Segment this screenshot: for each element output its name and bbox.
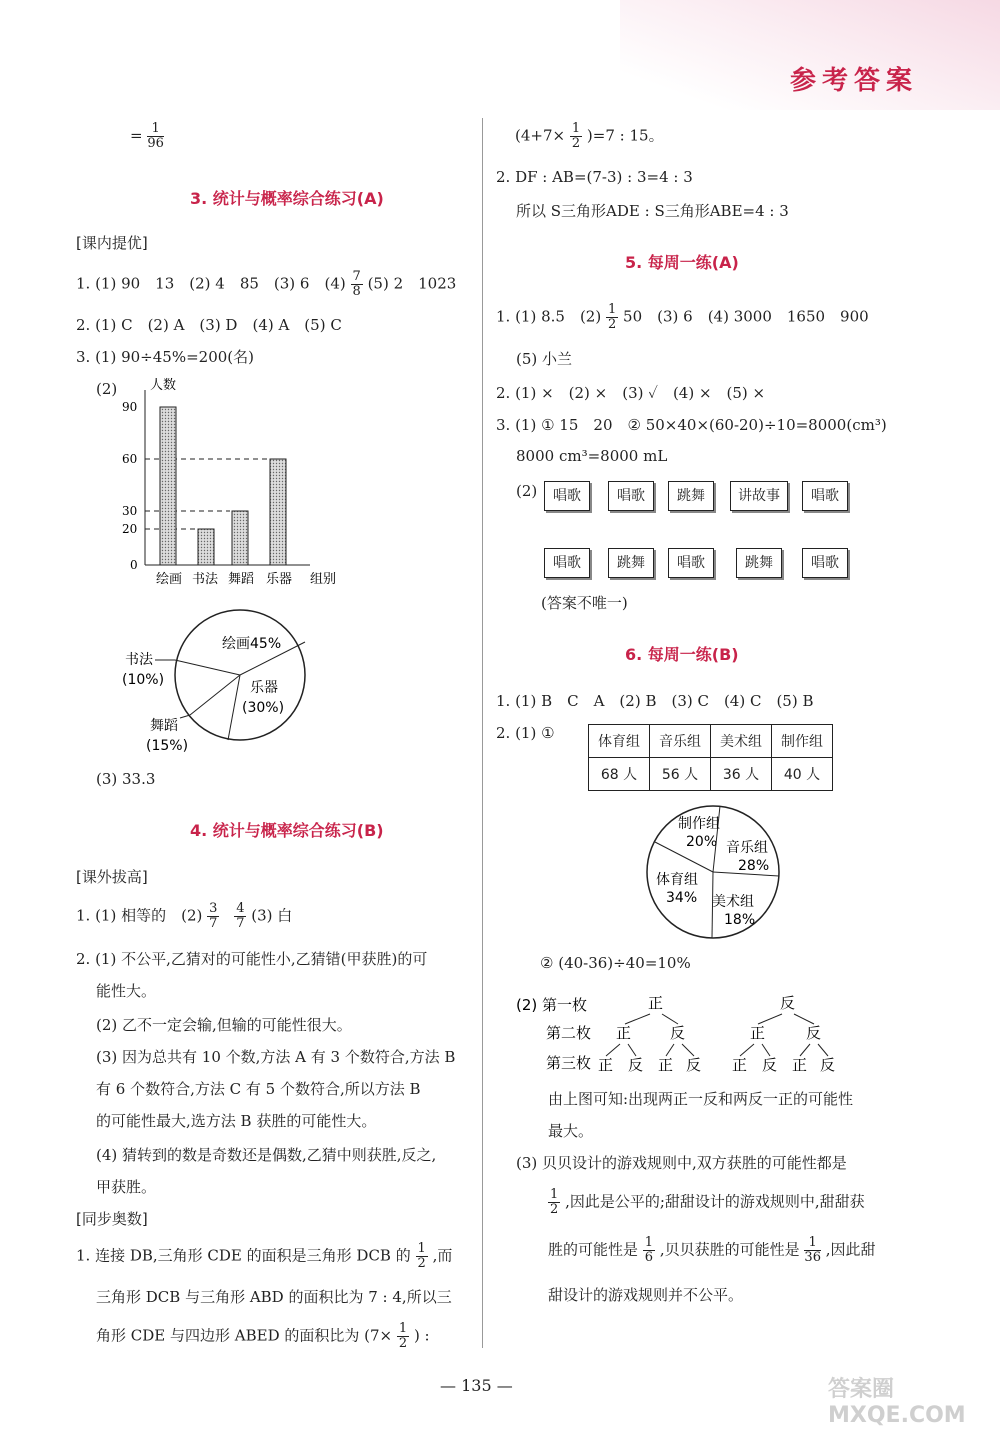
svg-text:正: 正	[648, 994, 664, 1012]
svg-text:乐器: 乐器	[250, 680, 278, 696]
w3b-line: 8000 cm³=8000 mL	[516, 447, 668, 465]
box-row1: 唱歌	[608, 481, 654, 511]
svg-text:书法: 书法	[125, 652, 153, 668]
svg-text:体育组: 体育组	[656, 872, 698, 888]
section-5-title: 5. 每周一练(A)	[625, 253, 739, 272]
svg-text:反: 反	[686, 1056, 702, 1074]
svg-text:20%: 20%	[686, 834, 718, 850]
w1-line: 1. (1) 8.5 (2) $\frac{1}{2}$ 50 (3) 6 (4) 3000 1650 900	[496, 302, 869, 332]
pie-chart-2	[640, 800, 790, 945]
svg-text:音乐组: 音乐组	[726, 840, 768, 856]
svg-text:反: 反	[820, 1056, 836, 1074]
x4-line: 由上图可知:出现两正一反和两反一正的可能性	[548, 1090, 854, 1108]
x5-line: 最大。	[548, 1122, 594, 1140]
column-divider	[482, 118, 483, 1348]
bar-shufa	[198, 529, 214, 565]
svg-text:正: 正	[732, 1056, 748, 1074]
svg-text:28%: 28%	[738, 858, 770, 874]
b2-line-f: 的可能性最大,选方法 B 获胜的可能性大。	[96, 1112, 377, 1130]
x7-line: $\frac{1}{2}$ ,因此是公平的;甜甜设计的游戏规则中,甜甜获	[550, 1187, 865, 1217]
table-cell: 68 人	[589, 758, 650, 791]
r3-line: 所以 S三角形ADE : S三角形ABE=4 : 3	[516, 202, 789, 220]
svg-text:(30%): (30%)	[242, 700, 285, 716]
x-tick: 舞蹈	[228, 572, 255, 587]
q3-2-label: (2)	[96, 380, 118, 398]
b2-line-g: (4) 猜转到的数是奇数还是偶数,乙猜中则获胜,反之,	[96, 1146, 437, 1164]
svg-text:制作组: 制作组	[678, 816, 720, 832]
svg-text:34%: 34%	[666, 890, 698, 906]
y-tick: 30	[122, 504, 138, 518]
c1-line-a: 1. 连接 DB,三角形 CDE 的面积是三角形 DCB 的 $\frac{1}{2}$ ,而	[76, 1241, 453, 1271]
svg-text:正: 正	[658, 1056, 674, 1074]
svg-text:正: 正	[750, 1024, 766, 1042]
svg-text:(10%): (10%)	[122, 672, 165, 688]
w3c-label: (2)	[516, 482, 538, 500]
box-row2: 唱歌	[802, 548, 848, 578]
table-cell: 制作组	[772, 725, 833, 758]
tag-aoshu: [同步奥数]	[76, 1210, 148, 1228]
bar-yueqi	[270, 459, 286, 565]
section-4-title: 4. 统计与概率综合练习(B)	[190, 821, 384, 840]
table-cell: 体育组	[589, 725, 650, 758]
w1b-line: (5) 小兰	[516, 350, 573, 368]
bar-wudao	[232, 511, 248, 565]
b2-line-h: 甲获胜。	[96, 1178, 157, 1196]
table-cell: 40 人	[772, 758, 833, 791]
pie-chart-1	[110, 600, 330, 760]
y-tick: 60	[122, 452, 138, 466]
note-line: (答案不唯一)	[541, 594, 628, 612]
r2-line: 2. DF : AB=(7-3) : 3=4 : 3	[496, 168, 693, 186]
svg-text:18%: 18%	[724, 912, 756, 928]
table-cell: 美术组	[711, 725, 772, 758]
x8-line: 胜的可能性是 $\frac{1}{6}$ ,贝贝获胜的可能性是 $\frac{1}{36}$ ,因此甜	[548, 1235, 876, 1265]
box-row1: 讲故事	[730, 481, 788, 511]
table-cell: 36 人	[711, 758, 772, 791]
svg-text:正: 正	[616, 1024, 632, 1042]
b2-line-d: (3) 因为总共有 10 个数,方法 A 有 3 个数符合,方法 B	[96, 1048, 456, 1066]
svg-text:正: 正	[792, 1056, 808, 1074]
tree-diagram	[510, 986, 870, 1086]
b2-line-b: 能性大。	[96, 982, 157, 1000]
svg-text:反: 反	[780, 994, 796, 1012]
box-row1: 跳舞	[668, 481, 714, 511]
svg-text:反: 反	[670, 1024, 686, 1042]
w2-line: 2. (1) × (2) × (3) ✓ (4) × (5) ×	[496, 384, 766, 402]
y-tick: 20	[122, 522, 138, 536]
bar-chart	[110, 375, 350, 590]
y-tick: 90	[122, 400, 138, 414]
svg-text:反: 反	[806, 1024, 822, 1042]
svg-text:第三枚: 第三枚	[546, 1054, 592, 1072]
box-row2: 跳舞	[608, 548, 654, 578]
page-header-title: 参考答案	[790, 66, 919, 96]
svg-text:(2) 第一枚: (2) 第一枚	[516, 996, 588, 1014]
svg-text:正: 正	[598, 1056, 614, 1074]
b2-line-e: 有 6 个数符合,方法 C 有 5 个数符合,所以方法 B	[96, 1080, 421, 1098]
box-row1: 唱歌	[802, 481, 848, 511]
section-6-title: 6. 每周一练(B)	[625, 645, 739, 664]
group-table	[588, 724, 833, 791]
c1-line-b: 三角形 DCB 与三角形 ABD 的面积比为 7 : 4,所以三	[96, 1288, 452, 1306]
x1-line: 1. (1) B C A (2) B (3) C (4) C (5) B	[496, 692, 814, 710]
c1-line-c: 角形 CDE 与四边形 ABED 的面积比为 (7× $\frac{1}{2}$ ) :	[96, 1321, 430, 1351]
svg-text:(15%): (15%)	[146, 738, 189, 754]
top-expression: = $\frac{1}{96}$	[130, 121, 164, 151]
x-tick: 乐器	[266, 572, 293, 587]
svg-text:舞蹈: 舞蹈	[150, 718, 178, 734]
b2-line-a: 2. (1) 不公平,乙猜对的可能性小,乙猜错(甲获胜)的可	[76, 950, 428, 968]
box-row2: 唱歌	[544, 548, 590, 578]
r1-line: (4+7× $\frac{1}{2}$ )=7 : 15。	[515, 121, 664, 151]
q3-3: (3) 33.3	[96, 770, 156, 788]
box-row2: 跳舞	[736, 548, 782, 578]
section-3-title: 3. 统计与概率综合练习(A)	[190, 189, 384, 208]
x3-line: ② (40-36)÷40=10%	[540, 954, 691, 972]
svg-text:第二枚: 第二枚	[546, 1024, 592, 1042]
svg-text:反: 反	[628, 1056, 644, 1074]
box-row2: 唱歌	[668, 548, 714, 578]
x2-label: 2. (1) ①	[496, 724, 555, 742]
b1-line: 1. (1) 相等的 (2) $\frac{3}{7}$ $\frac{4}{7}$ (3) 白	[76, 901, 293, 931]
box-row1: 唱歌	[544, 481, 590, 511]
x6-line: (3) 贝贝设计的游戏规则中,双方获胜的可能性都是	[516, 1154, 847, 1172]
watermark-logo: 答案圈 MXQE.COM	[828, 1377, 966, 1428]
x9-line: 甜设计的游戏规则并不公平。	[548, 1286, 744, 1304]
b2-line-c: (2) 乙不一定会输,但输的可能性很大。	[96, 1016, 352, 1034]
table-cell: 音乐组	[650, 725, 711, 758]
tag-ketang: [课内提优]	[76, 234, 148, 252]
q2-line: 2. (1) C (2) A (3) D (4) A (5) C	[76, 316, 342, 334]
q1-line: 1. (1) 90 13 (2) 4 85 (3) 6 (4) $\frac{7}{8}$ (5) 2 1023	[76, 269, 457, 299]
svg-text:美术组: 美术组	[712, 894, 754, 910]
x-axis-label: 组别	[310, 572, 337, 587]
svg-text:绘画45%: 绘画45%	[222, 636, 282, 652]
table-cell: 56 人	[650, 758, 711, 791]
x-tick: 绘画	[156, 572, 183, 587]
page-number: — 135 —	[440, 1376, 513, 1395]
w3-line: 3. (1) ① 15 20 ② 50×40×(60-20)÷10=8000(cm³)	[496, 416, 887, 434]
svg-text:反: 反	[762, 1056, 778, 1074]
y-axis-label: 人数	[150, 378, 177, 393]
y-tick: 0	[130, 558, 138, 572]
bar-huihua	[160, 407, 176, 565]
x-tick: 书法	[192, 572, 219, 587]
tag-kewai: [课外拔高]	[76, 868, 148, 886]
q3-line: 3. (1) 90÷45%=200(名)	[76, 348, 254, 366]
